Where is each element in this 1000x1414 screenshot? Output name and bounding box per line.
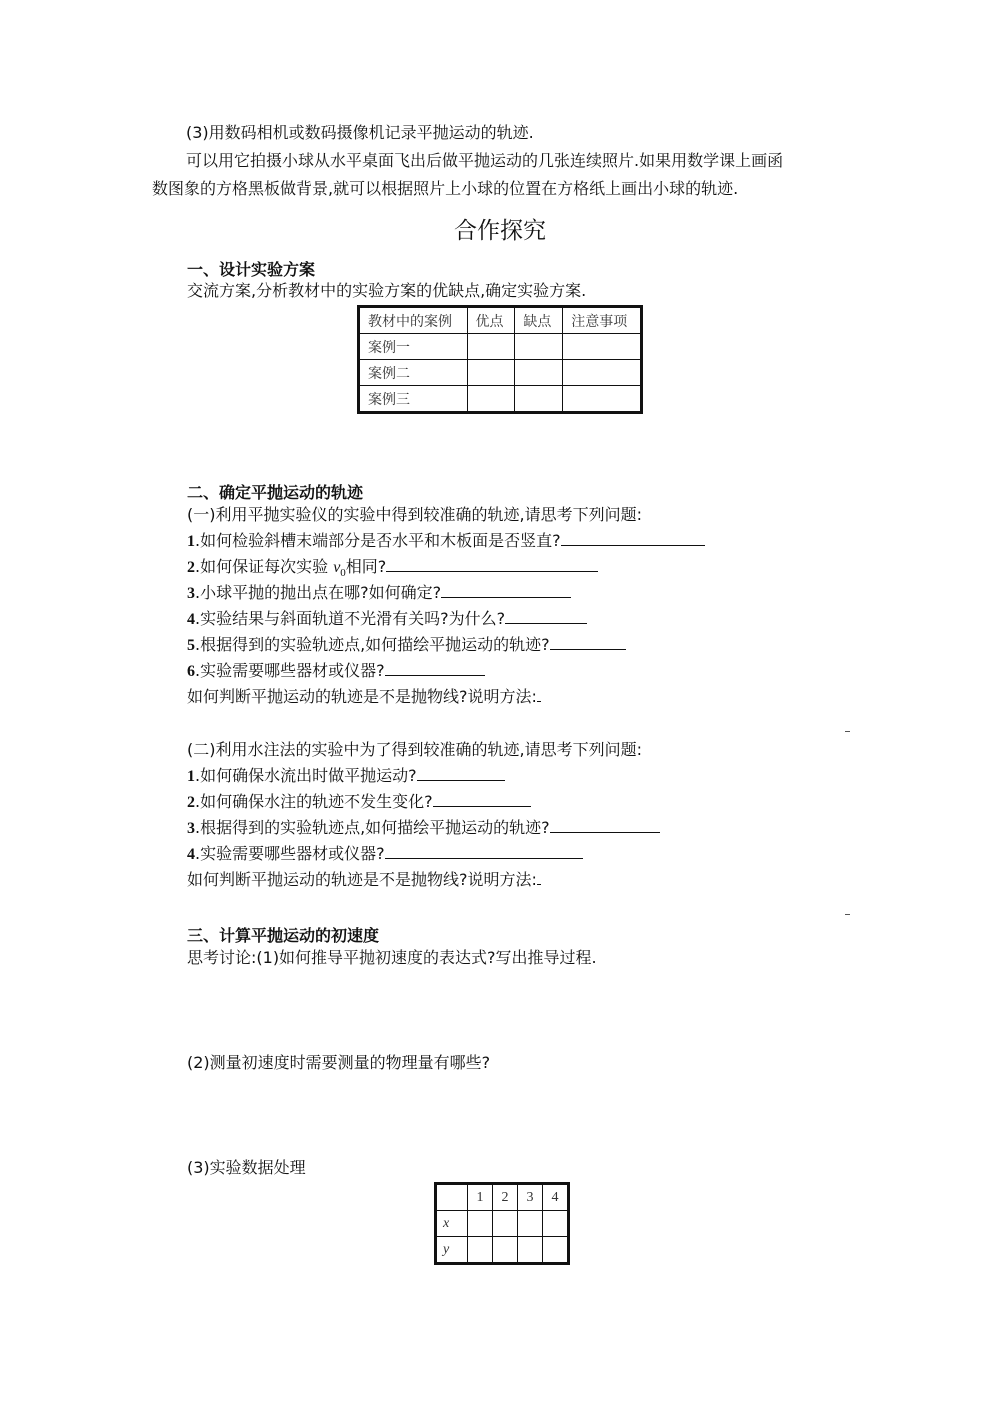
question-text-after: 相同? bbox=[345, 557, 387, 576]
answer-blank[interactable] bbox=[537, 687, 541, 702]
table-cell bbox=[543, 1211, 569, 1237]
question-number: 4 bbox=[187, 846, 195, 863]
section-3-question-3: (3)实验数据处理 bbox=[187, 1158, 306, 1177]
question-text: .如何确保水流出时做平抛运动? bbox=[195, 766, 417, 785]
question-text: .如何保证每次实验 bbox=[195, 557, 334, 576]
part-2-question-3 bbox=[187, 818, 660, 839]
row-label-x: x bbox=[436, 1211, 468, 1237]
question-number: 3 bbox=[187, 585, 195, 602]
table-header-cell: 缺点 bbox=[515, 307, 563, 334]
table-header-cell: 1 bbox=[468, 1184, 493, 1211]
data-processing-table bbox=[434, 1182, 570, 1265]
question-text: .实验需要哪些器材或仪器? bbox=[195, 844, 385, 863]
question-text: .实验结果与斜面轨道不光滑有关吗?为什么? bbox=[195, 609, 506, 628]
question-number: 4 bbox=[187, 611, 195, 628]
table-row bbox=[359, 360, 642, 386]
answer-blank[interactable] bbox=[441, 583, 571, 598]
section-3-heading: 三、计算平抛运动的初速度 bbox=[187, 926, 380, 945]
line-end-mark bbox=[845, 914, 850, 915]
table-cell: 案例二 bbox=[359, 360, 468, 386]
table-cell bbox=[518, 1237, 543, 1264]
table-cell bbox=[563, 360, 642, 386]
table-header-row bbox=[436, 1184, 569, 1211]
table-header-cell bbox=[436, 1184, 468, 1211]
answer-blank[interactable] bbox=[550, 635, 626, 650]
section-1-text: 交流方案,分析教材中的实验方案的优缺点,确定实验方案. bbox=[187, 281, 587, 300]
answer-blank[interactable] bbox=[505, 609, 587, 624]
table-cell bbox=[467, 386, 515, 413]
page-title: 合作探究 bbox=[454, 218, 546, 244]
table-header-cell: 4 bbox=[543, 1184, 569, 1211]
question-number: 3 bbox=[187, 820, 195, 837]
table-header-cell: 教材中的案例 bbox=[359, 307, 468, 334]
table-row bbox=[359, 386, 642, 413]
part-1-question-5 bbox=[187, 635, 626, 656]
part-1-intro: (一)利用平抛实验仪的实验中得到较准确的轨迹,请思考下列问题: bbox=[187, 505, 642, 524]
variable-subscript: 0 bbox=[340, 567, 346, 580]
part-2-question-4 bbox=[187, 844, 583, 865]
case-comparison-table bbox=[357, 305, 643, 414]
section-3-question-1: 思考讨论:(1)如何推导平抛初速度的表达式?写出推导过程. bbox=[187, 948, 597, 967]
judge-text: 如何判断平抛运动的轨迹是不是抛物线?说明方法: bbox=[187, 870, 537, 889]
question-number: 5 bbox=[187, 637, 195, 654]
part-2-question-2 bbox=[187, 792, 531, 813]
table-row bbox=[436, 1211, 569, 1237]
table-cell bbox=[515, 360, 563, 386]
line-end-mark bbox=[845, 731, 850, 732]
table-cell: 案例三 bbox=[359, 386, 468, 413]
question-number: 1 bbox=[187, 533, 195, 550]
table-cell bbox=[515, 386, 563, 413]
table-header-cell: 2 bbox=[493, 1184, 518, 1211]
section-2-heading: 二、确定平抛运动的轨迹 bbox=[187, 483, 364, 502]
intro-paragraph-line-1: 可以用它拍摄小球从水平桌面飞出后做平抛运动的几张连续照片.如果用数学课上画函 bbox=[186, 151, 784, 170]
answer-blank[interactable] bbox=[537, 870, 541, 885]
table-cell bbox=[563, 334, 642, 360]
table-row bbox=[359, 334, 642, 360]
table-cell bbox=[493, 1237, 518, 1264]
table-row bbox=[436, 1237, 569, 1264]
table-header-cell: 注意事项 bbox=[563, 307, 642, 334]
table-cell bbox=[467, 360, 515, 386]
part-1-judge bbox=[187, 687, 541, 707]
question-text: .根据得到的实验轨迹点,如何描绘平抛运动的轨迹? bbox=[195, 635, 550, 654]
part-2-intro: (二)利用水注法的实验中为了得到较准确的轨迹,请思考下列问题: bbox=[187, 740, 642, 759]
answer-blank[interactable] bbox=[417, 766, 505, 781]
intro-item-3: (3)用数码相机或数码摄像机记录平抛运动的轨迹. bbox=[186, 123, 534, 142]
part-1-question-4 bbox=[187, 609, 587, 630]
section-1-heading: 一、设计实验方案 bbox=[187, 260, 316, 279]
question-text: .小球平抛的抛出点在哪?如何确定? bbox=[195, 583, 442, 602]
answer-blank[interactable] bbox=[433, 792, 531, 807]
table-cell bbox=[515, 334, 563, 360]
section-3-question-2: (2)测量初速度时需要测量的物理量有哪些? bbox=[187, 1053, 491, 1072]
variable-v: v bbox=[333, 559, 341, 576]
table-header-cell: 优点 bbox=[467, 307, 515, 334]
table-cell bbox=[543, 1237, 569, 1264]
part-1-question-6 bbox=[187, 661, 485, 682]
answer-blank[interactable] bbox=[385, 844, 583, 859]
table-cell bbox=[468, 1211, 493, 1237]
intro-paragraph-line-2: 数图象的方格黑板做背景,就可以根据照片上小球的位置在方格纸上画出小球的轨迹. bbox=[152, 179, 739, 198]
table-cell bbox=[468, 1237, 493, 1264]
part-2-question-1 bbox=[187, 766, 505, 787]
question-text: .如何检验斜槽末端部分是否水平和木板面是否竖直? bbox=[195, 531, 561, 550]
question-number: 1 bbox=[187, 768, 195, 785]
question-text: .根据得到的实验轨迹点,如何描绘平抛运动的轨迹? bbox=[195, 818, 550, 837]
table-cell: 案例一 bbox=[359, 334, 468, 360]
answer-blank[interactable] bbox=[550, 818, 660, 833]
row-label-y: y bbox=[436, 1237, 468, 1264]
question-text: .实验需要哪些器材或仪器? bbox=[195, 661, 385, 680]
judge-text: 如何判断平抛运动的轨迹是不是抛物线?说明方法: bbox=[187, 687, 537, 706]
answer-blank[interactable] bbox=[385, 661, 485, 676]
question-text: .如何确保水注的轨迹不发生变化? bbox=[195, 792, 433, 811]
table-cell bbox=[467, 334, 515, 360]
part-2-judge bbox=[187, 870, 541, 890]
part-1-question-1 bbox=[187, 531, 705, 552]
table-cell bbox=[518, 1211, 543, 1237]
answer-blank[interactable] bbox=[561, 531, 705, 546]
answer-blank[interactable] bbox=[386, 557, 598, 572]
table-header-row bbox=[359, 307, 642, 334]
table-header-cell: 3 bbox=[518, 1184, 543, 1211]
table-cell bbox=[563, 386, 642, 413]
question-number: 2 bbox=[187, 794, 195, 811]
question-number: 6 bbox=[187, 663, 195, 680]
part-1-question-3 bbox=[187, 583, 571, 604]
part-1-question-2 bbox=[187, 557, 598, 583]
table-cell bbox=[493, 1211, 518, 1237]
question-number: 2 bbox=[187, 559, 195, 576]
